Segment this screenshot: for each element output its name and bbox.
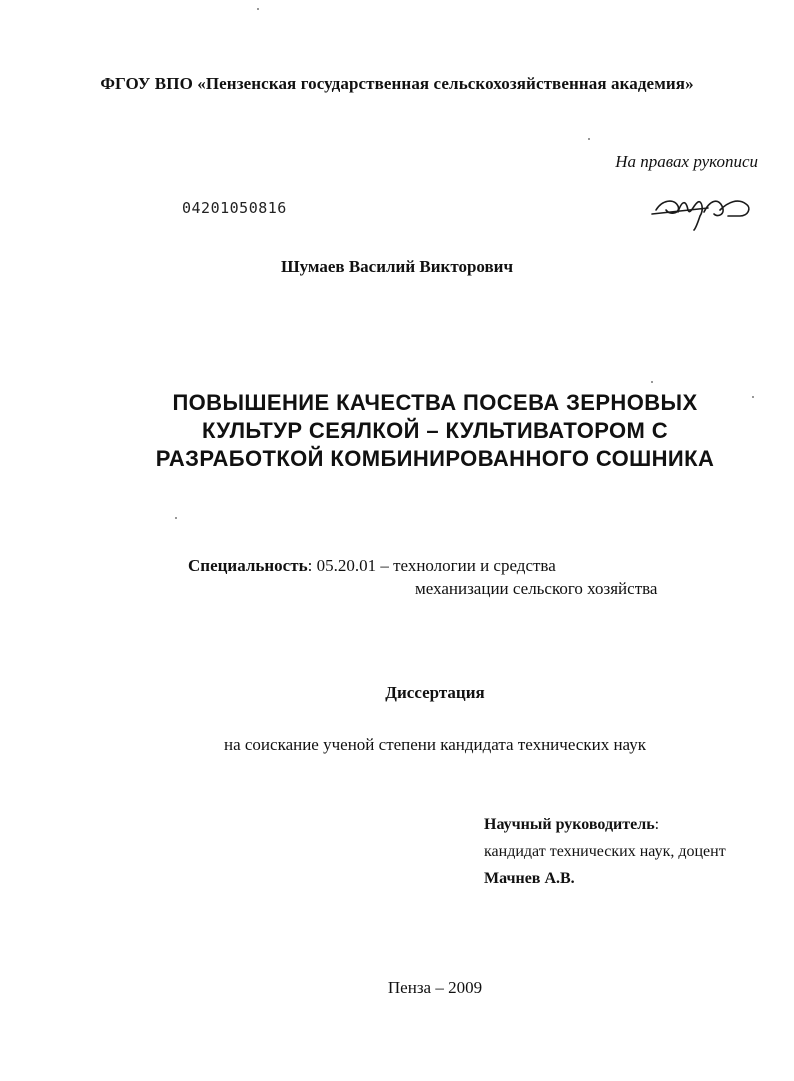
document-type: Диссертация: [385, 683, 485, 702]
rights-note: На правах рукописи: [615, 152, 758, 171]
scan-speck: [651, 381, 653, 383]
institution-name: ФГОУ ВПО «Пензенская государственная сельскохозяйственная академия»: [100, 74, 694, 93]
title-line-1: ПОВЫШЕНИЕ КАЧЕСТВА ПОСЕВА ЗЕРНОВЫХ: [172, 390, 698, 415]
supervisor-label-text: Научный руководитель: [484, 816, 655, 833]
scan-speck: [257, 8, 259, 10]
supervisor-degree: кандидат технических наук, доцент: [484, 843, 726, 860]
supervisor-label: Научный руководитель:: [484, 816, 660, 833]
specialty-line-1: Специальность: 05.20.01 – технологии и средства: [188, 556, 556, 575]
scan-speck: [588, 138, 590, 140]
specialty-label: Специальность: [188, 556, 308, 575]
supervisor-name: Мачнев А.В.: [484, 870, 575, 887]
author-signature: [648, 186, 758, 232]
author-name: Шумаев Василий Викторович: [280, 257, 514, 276]
title-line-3: РАЗРАБОТКОЙ КОМБИНИРОВАННОГО СОШНИКА: [155, 446, 715, 471]
scan-speck: [175, 517, 177, 519]
specialty-code: 05.20.01 – технологии и средства: [316, 556, 556, 575]
degree-sought: на соискание ученой степени кандидата технических наук: [223, 735, 646, 754]
specialty-line-2: механизации сельского хозяйства: [415, 579, 658, 598]
city-and-year: Пенза – 2009: [387, 978, 483, 997]
scan-speck: [752, 396, 754, 398]
title-line-2: КУЛЬТУР СЕЯЛКОЙ – КУЛЬТИВАТОРОМ С: [201, 418, 669, 443]
archive-serial-number: 04201050816: [182, 199, 287, 217]
dissertation-title: [0, 389, 794, 473]
